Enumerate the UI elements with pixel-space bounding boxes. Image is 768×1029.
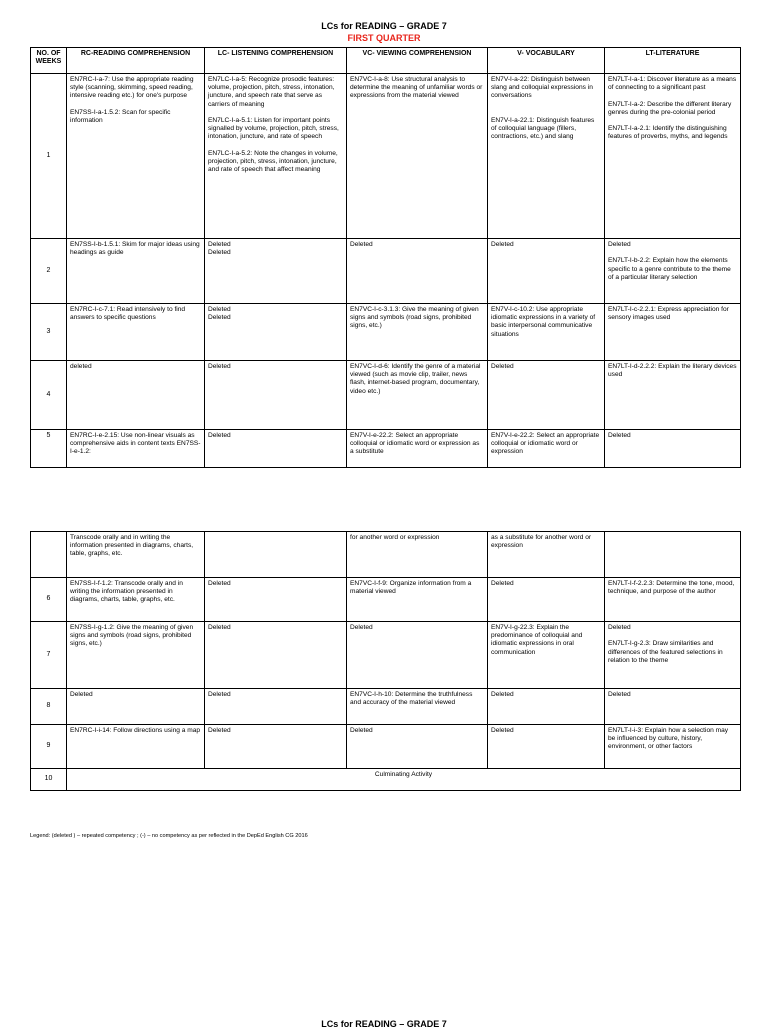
lt-cell: EN7LT-I-d-2.2.2: Explain the literary devices used	[605, 361, 741, 430]
table-row	[31, 578, 741, 622]
v-cell: Deleted	[488, 725, 605, 769]
week-number: 7	[31, 622, 67, 689]
lc-cell: Deleted Deleted	[205, 304, 347, 361]
lc-cell: Deleted	[205, 361, 347, 430]
col-lt-header: LT-LITERATURE	[605, 48, 741, 74]
rc-cell: EN7RC-I-e-2.15: Use non-linear visuals as comprehensive aids in content texts EN7SS-I-e-1.2:	[67, 430, 205, 468]
lt-cell: Deleted	[605, 430, 741, 468]
page-title: LCs for READING – GRADE 7	[321, 21, 447, 31]
v-cell: Deleted	[488, 689, 605, 725]
table-row	[31, 304, 741, 361]
next-page-title: LCs for READING – GRADE 7	[321, 1019, 447, 1029]
week-number: 6	[31, 578, 67, 622]
rc-cell: Deleted	[67, 689, 205, 725]
col-weeks-header: NO. OF WEEKS	[31, 48, 67, 74]
competency-table-top	[30, 47, 741, 468]
rc-cell: deleted	[67, 361, 205, 430]
lc-cell: EN7LC-I-a-5: Recognize prosodic features: volume, projection, pitch, stress, intonation, juncture, and speech rate that serve as carriers of meaning EN7LC-I-a-5.1: Listen for important points signalled by volume, projection, pitch, stress, intonation, juncture, and rate of speech EN7LC-I-a-5.2: Note the changes in volume, projection, pitch, stress, intonation, juncture, and rate of speech that affect meaning	[205, 74, 347, 239]
lt-cell: Deleted EN7LT-I-g-2.3: Draw similarities and differences of the featured selections in relation to the theme	[605, 622, 741, 689]
week-number	[31, 532, 67, 578]
vc-cell: EN7VC-I-c-3.1.3: Give the meaning of given signs and symbols (road signs, prohibited signs, etc.)	[347, 304, 488, 361]
lc-cell: Deleted	[205, 430, 347, 468]
rc-cell: Transcode orally and in writing the information presented in diagrams, charts, table, graphs, etc.	[67, 532, 205, 578]
table-row	[31, 725, 741, 769]
lt-cell: EN7LT-I-c-2.2.1: Express appreciation for sensory images used	[605, 304, 741, 361]
rc-cell: EN7SS-I-b-1.5.1: Skim for major ideas using headings as guide	[67, 239, 205, 304]
vc-cell: Deleted	[347, 622, 488, 689]
week-number: 2	[31, 239, 67, 304]
rc-cell: EN7SS-I-g-1.2: Give the meaning of given signs and symbols (road signs, prohibited signs, etc.)	[67, 622, 205, 689]
lt-cell: EN7LT-I-a-1: Discover literature as a means of connecting to a significant past EN7LT-I-a-2: Describe the different literary genres during the pre-colonial period EN7LT-I-a-2.1: Identify the distinguishing features of proverbs, myths, and legends	[605, 74, 741, 239]
lc-cell: Deleted	[205, 578, 347, 622]
col-lc-header: LC- LISTENING COMPREHENSION	[205, 48, 347, 74]
rc-cell: EN7RC-I-i-14: Follow directions using a map	[67, 725, 205, 769]
table-row	[31, 361, 741, 430]
lt-cell: Deleted	[605, 689, 741, 725]
rc-cell: EN7SS-I-f-1.2: Transcode orally and in writing the information presented in diagrams, charts, table, graphs, etc.	[67, 578, 205, 622]
culminating-activity: Culminating Activity	[67, 769, 741, 791]
v-cell: EN7V-I-e-22.2: Select an appropriate colloquial or idiomatic word or expression	[488, 430, 605, 468]
table-row	[31, 430, 741, 468]
week-number: 5	[31, 430, 67, 468]
lc-cell: Deleted Deleted	[205, 239, 347, 304]
table-row	[31, 74, 741, 239]
v-cell: Deleted	[488, 361, 605, 430]
header-row	[31, 48, 741, 74]
vc-cell: EN7VC-I-h-10: Determine the truthfulness and accuracy of the material viewed	[347, 689, 488, 725]
vc-cell: EN7VC-I-f-9: Organize information from a material viewed	[347, 578, 488, 622]
lc-cell: Deleted	[205, 689, 347, 725]
rc-cell: EN7RC-I-c-7.1: Read intensively to find answers to specific questions	[67, 304, 205, 361]
v-cell: EN7V-I-a-22: Distinguish between slang and colloquial expressions in conversations EN7V-I-a-22.1: Distinguish features of colloquial language (fillers, contractions, etc.) and slang	[488, 74, 605, 239]
vc-cell: for another word or expression	[347, 532, 488, 578]
vc-cell: EN7V-I-e-22.2: Select an appropriate colloquial or idiomatic word or expression as a substitute	[347, 430, 488, 468]
table-row	[31, 532, 741, 578]
week-number: 1	[31, 74, 67, 239]
v-cell: as a substitute for another word or expression	[488, 532, 605, 578]
vc-cell: EN7VC-I-d-6: Identify the genre of a material viewed (such as movie clip, trailer, news flash, internet-based program, documentary, video etc.)	[347, 361, 488, 430]
table-row	[31, 622, 741, 689]
col-rc-header: RC-READING COMPREHENSION	[67, 48, 205, 74]
table-row	[31, 239, 741, 304]
quarter-subtitle: FIRST QUARTER	[347, 33, 421, 43]
week-number: 3	[31, 304, 67, 361]
lt-cell	[605, 532, 741, 578]
lt-cell: Deleted EN7LT-I-b-2.2: Explain how the elements specific to a genre contribute to the theme of a particular literary selection	[605, 239, 741, 304]
lt-cell: EN7LT-I-i-3: Explain how a selection may be influenced by culture, history, environment, or other factors	[605, 725, 741, 769]
week-number: 10	[31, 769, 67, 791]
week-number: 9	[31, 725, 67, 769]
week-number: 4	[31, 361, 67, 430]
col-v-header: V- VOCABULARY	[488, 48, 605, 74]
col-vc-header: VC- VIEWING COMPREHENSION	[347, 48, 488, 74]
lt-cell: EN7LT-I-f-2.2.3: Determine the tone, mood, technique, and purpose of the author	[605, 578, 741, 622]
table-row	[31, 689, 741, 725]
legend-note: Legend: (deleted ) – repeated competency ; (-) – no competency as per reflected in the DepEd English CG 2016	[30, 833, 308, 839]
v-cell: EN7V-I-g-22.3: Explain the predominance of colloquial and idiomatic expressions in oral communication	[488, 622, 605, 689]
vc-cell: EN7VC-I-a-8: Use structural analysis to determine the meaning of unfamiliar words or expressions from the material viewed	[347, 74, 488, 239]
v-cell: Deleted	[488, 578, 605, 622]
rc-cell: EN7RC-I-a-7: Use the appropriate reading style (scanning, skimming, speed reading, intensive reading etc.) for one's purpose EN7SS-I-a-1.5.2: Scan for specific information	[67, 74, 205, 239]
v-cell: Deleted	[488, 239, 605, 304]
competency-table-bottom	[30, 531, 741, 791]
week-number: 8	[31, 689, 67, 725]
table-row	[31, 769, 741, 791]
vc-cell: Deleted	[347, 239, 488, 304]
lc-cell: Deleted	[205, 725, 347, 769]
v-cell: EN7V-I-c-10.2: Use appropriate idiomatic expressions in a variety of basic interpersonal communicative situations	[488, 304, 605, 361]
lc-cell: Deleted	[205, 622, 347, 689]
lc-cell	[205, 532, 347, 578]
vc-cell: Deleted	[347, 725, 488, 769]
